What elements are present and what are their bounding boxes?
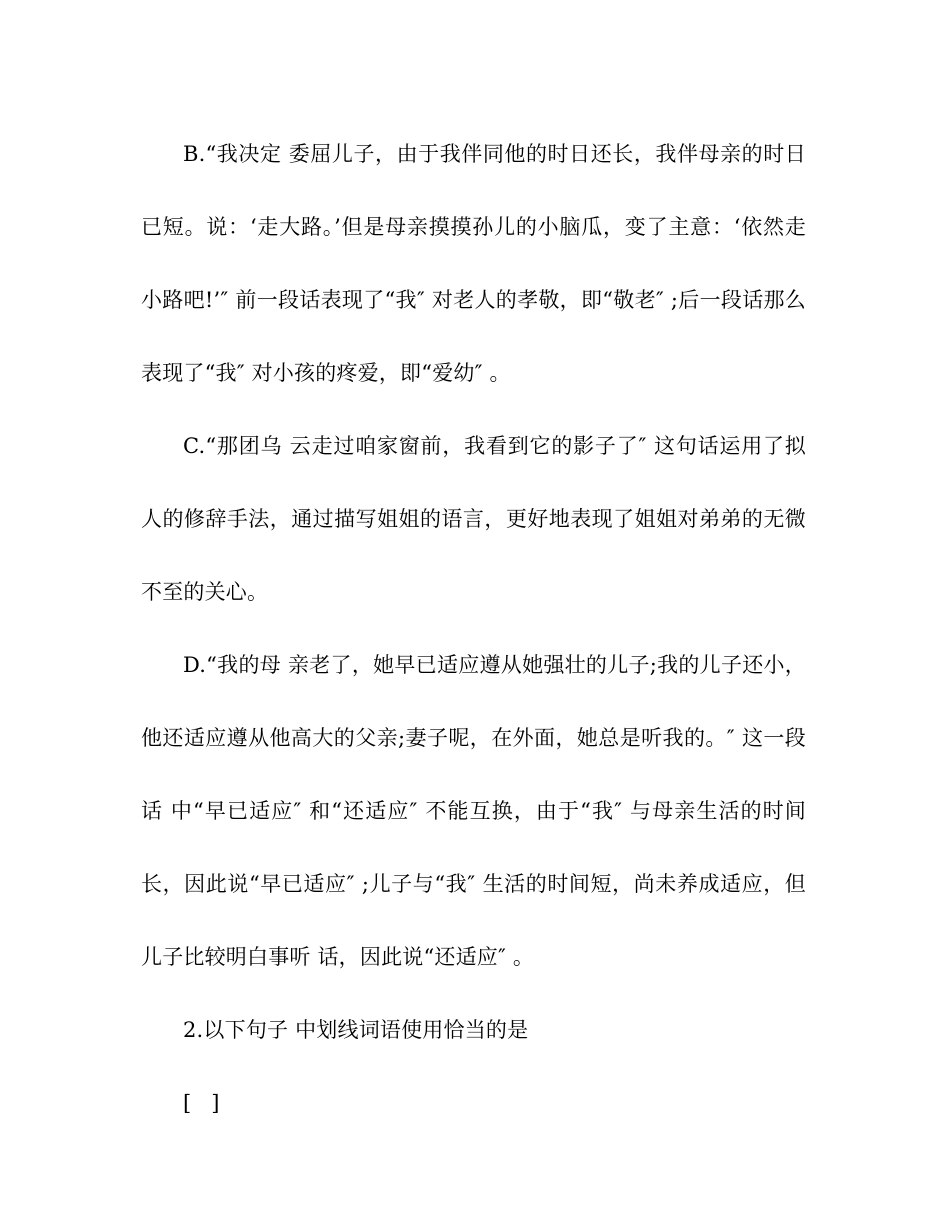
option-d-paragraph: D.“我的母 亲老了，她早已适应遵从她强壮的儿子;我的儿子还小，他还适应遵从他高大的父亲;妻子呢，在外面，她总是听我的。″ 这一段话 中“早已适应″ 和“还适应″ 不能互换，由于“我″ 与母亲生活的时间长，因此说“早已适应″ ;儿子与“我″ 生活的时间短，尚未养成适应，但儿子比较明白事听 话，因此说“还适应″ 。 <box>141 653 806 969</box>
option-b-paragraph: B.“我决定 委屈儿子，由于我伴同他的时日还长，我伴母亲的时日已短。说：‘走大路。’但是母亲摸摸孙儿的小脑瓜，变了主意：‘依然走小路吧!’″ 前一段话表现了“我″ 对老人的孝敬，即“敬老″ ;后一段话那么表现了“我″ 对小孩的疼爱，即“爱幼″ 。 <box>141 142 806 385</box>
option-c-paragraph: C.“那团乌 云走过咱家窗前，我看到它的影子了″ 这句话运用了拟人的修辞手法，通过描写姐姐的语言，更好地表现了姐姐对弟弟的无微不至的关心。 <box>141 434 806 604</box>
answer-bracket: [ ] <box>183 1091 220 1115</box>
question-2-paragraph: 2.以下句子 中划线词语使用恰当的是 <box>183 1018 529 1042</box>
document-body <box>141 118 806 1140</box>
